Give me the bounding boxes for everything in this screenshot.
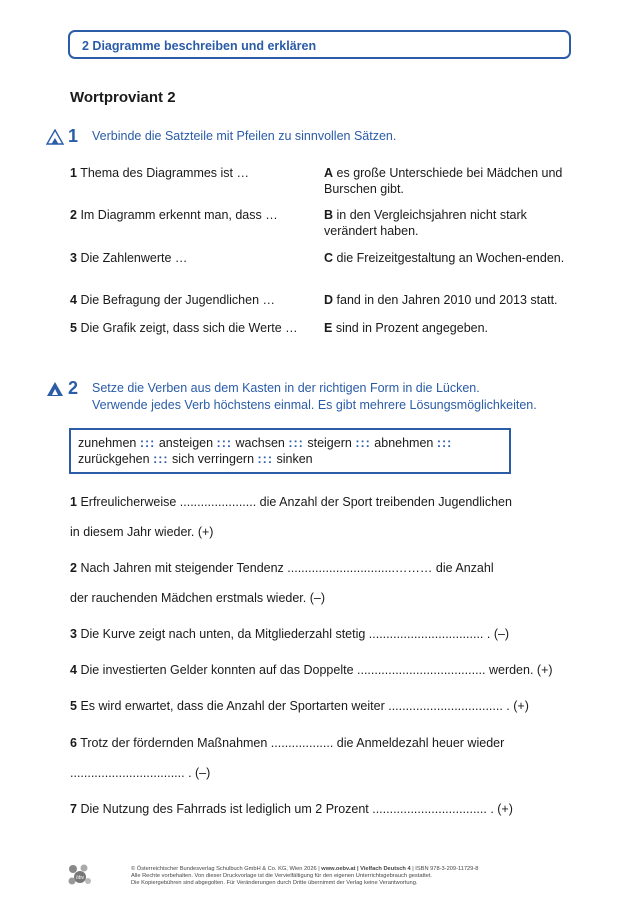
verb: abnehmen — [374, 436, 434, 450]
sentence-start-4: 4 Die Befragung der Jugendlichen … — [70, 293, 276, 307]
verb: sinken — [276, 452, 313, 466]
task-1-heading — [46, 126, 396, 147]
cloze-sentence-2: 2 Nach Jahren mit steigender Tendenz ...............................……… die Anzahl — [70, 561, 494, 575]
cloze-sentence-1-cont: in diesem Jahr wieder. (+) — [70, 525, 214, 539]
sentence-end-d: D fand in den Jahren 2010 und 2013 statt. — [324, 293, 558, 307]
task-number: 2 — [68, 378, 79, 398]
chapter-header — [68, 30, 571, 59]
task-2-heading — [46, 378, 537, 414]
verb: zunehmen — [78, 436, 137, 450]
cloze-sentence-5: 5 Es wird erwartet, dass die Anzahl der Sportarten weiter ................................. . (+) — [70, 699, 529, 713]
sentence-start-5: 5 Die Grafik zeigt, dass sich die Werte … — [70, 321, 298, 335]
verb: steigern — [307, 436, 352, 450]
sentence-end-c: C die Freizeitgestaltung an Wochen-enden. — [324, 251, 565, 265]
chapter-title: 2 Diagramme beschreiben und erklären — [82, 39, 317, 53]
task-instruction: Setze die Verben aus dem Kasten in der richtigen Form in die Lücken. Verwende jedes Verb höchstens einmal. Es gibt mehrere Lösungsmöglichkeiten. — [92, 381, 537, 412]
difficulty-triangle-icon — [46, 381, 64, 397]
cloze-sentence-7: 7 Die Nutzung des Fahrrads ist lediglich um 2 Prozent ................................. . (+) — [70, 802, 513, 816]
verb: zurückgehen — [78, 452, 150, 466]
sentence-start-2: 2 Im Diagramm erkennt man, dass … — [70, 208, 278, 222]
cloze-sentence-2-cont: der rauchenden Mädchen erstmals wieder. (–) — [70, 591, 325, 605]
svg-text:öbv: öbv — [75, 875, 85, 881]
cloze-sentence-6: 6 Trotz der fördernden Maßnahmen .................. die Anmeldezahl heuer wieder — [70, 736, 505, 750]
sentence-start-3: 3 Die Zahlenwerte … — [70, 251, 188, 265]
cloze-sentence-6-cont: ................................. . (–) — [70, 766, 211, 780]
cloze-sentence-1: 1 Erfreulicherweise ...................... die Anzahl der Sport treibenden Jugendlichen — [70, 495, 512, 509]
task-number: 1 — [68, 126, 79, 146]
verb-box — [69, 428, 511, 474]
sentence-end-b: B in den Vergleichsjahren nicht stark verändert haben. — [324, 208, 527, 238]
sentence-end-a: A es große Unterschiede bei Mädchen und Burschen gibt. — [324, 166, 563, 196]
cloze-sentence-4: 4 Die investierten Gelder konnten auf das Doppelte ..................................... werden. (+) — [70, 663, 553, 677]
verb-row-1: zunehmen ::: ansteigen ::: wachsen ::: steigern ::: abnehmen ::: — [78, 436, 453, 450]
sentence-start-1: 1 Thema des Diagrammes ist … — [70, 166, 250, 180]
task-instruction: Verbinde die Satzteile mit Pfeilen zu sinnvollen Sätzen. — [92, 129, 397, 143]
verb: ansteigen — [158, 436, 214, 450]
publisher-logo-icon — [68, 864, 92, 886]
sentence-end-e: E sind in Prozent angegeben. — [324, 321, 489, 335]
verb: sich verringern — [172, 452, 255, 466]
verb: wachsen — [235, 436, 285, 450]
cloze-sentence-3: 3 Die Kurve zeigt nach unten, da Mitgliederzahl stetig ................................. . (–) — [70, 627, 510, 641]
footer-copyright: © Österreichischer Bundesverlag Schulbuch GmbH & Co. KG, Wien 2026 | www.oebv.at | Vielfach Deutsch 4 | ISBN 978-3-209-11729-8 Alle Rechte vorbehalten. Von dieser Druckvorlage ist die Vervielfältigung für den eigenen Unterrichtsgebrauch gestattet. Die Kopiergebühren sind abgegolten. Für Veränderungen durch Dritte übernimmt der Verlag keine Verantwortung. — [131, 866, 479, 886]
difficulty-triangle-icon — [46, 129, 64, 145]
verb-row-2: zurückgehen ::: sich verringern ::: sinken — [78, 452, 313, 466]
page-title: Wortproviant 2 — [70, 89, 176, 106]
